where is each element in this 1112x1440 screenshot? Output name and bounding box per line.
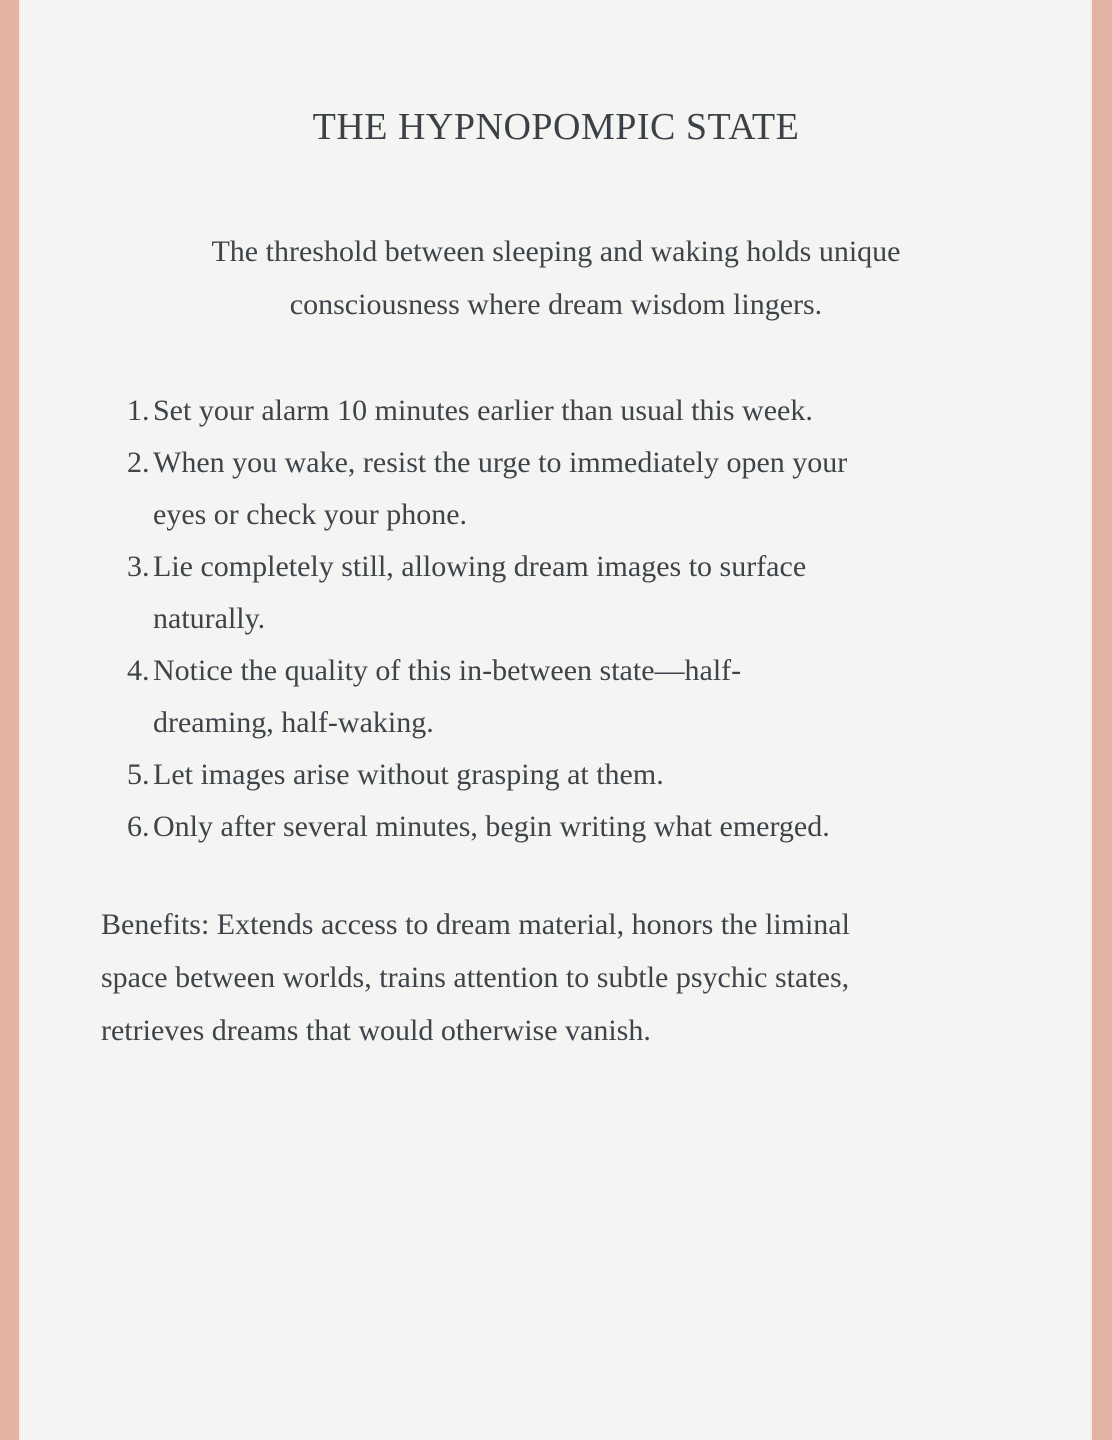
page-content <box>20 0 1092 1057</box>
intro-line: consciousness where dream wisdom lingers. <box>289 288 823 321</box>
list-item-number: 5. <box>127 758 150 791</box>
benefits-line: Benefits: Extends access to dream material, honors the liminal <box>101 908 850 941</box>
list-item <box>127 749 1092 801</box>
list-item-line: eyes or check your phone. <box>153 498 468 531</box>
benefits-paragraph <box>101 898 982 1057</box>
list-item-text <box>153 801 1092 853</box>
page-title: THE HYPNOPOMPIC STATE <box>312 106 800 148</box>
right-frame-border <box>1092 0 1112 1440</box>
left-frame-border <box>0 0 19 1440</box>
list-item-number: 6. <box>127 810 150 843</box>
list-item <box>127 645 1092 749</box>
list-item-line: Set your alarm 10 minutes earlier than usual this week. <box>153 394 813 427</box>
list-item-line: Let images arise without grasping at them. <box>153 758 664 791</box>
list-item-line: When you wake, resist the urge to immediately open your <box>153 446 848 479</box>
list-item-number: 3. <box>127 550 150 583</box>
intro-line: The threshold between sleeping and waking holds unique <box>211 235 901 268</box>
list-item-text <box>153 541 1092 645</box>
benefits-line: space between worlds, trains attention to subtle psychic states, <box>101 961 850 994</box>
list-item <box>127 385 1092 437</box>
list-item-line: Only after several minutes, begin writing what emerged. <box>153 810 830 843</box>
list-item-text <box>153 437 1092 541</box>
list-item-number: 2. <box>127 446 150 479</box>
list-item-line: Notice the quality of this in-between state—half- <box>153 654 742 687</box>
steps-list <box>127 385 1092 853</box>
list-item <box>127 541 1092 645</box>
list-item <box>127 801 1092 853</box>
list-item-text <box>153 385 1092 437</box>
list-item-text <box>153 749 1092 801</box>
list-item-line: dreaming, half-waking. <box>153 706 434 739</box>
list-item-line: Lie completely still, allowing dream images to surface <box>153 550 807 583</box>
list-item-number: 1. <box>127 394 150 427</box>
list-item-line: naturally. <box>153 602 266 635</box>
list-item-number: 4. <box>127 654 150 687</box>
intro-paragraph <box>50 225 1062 331</box>
list-item-text <box>153 645 1092 749</box>
list-item <box>127 437 1092 541</box>
benefits-line: retrieves dreams that would otherwise vanish. <box>101 1014 651 1047</box>
